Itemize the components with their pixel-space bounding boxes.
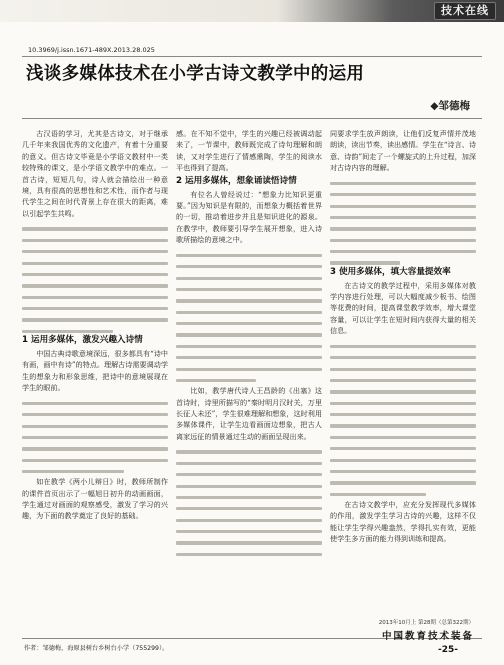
author-name: ◆邹德梅 xyxy=(430,100,470,112)
section-heading-1: 1 运用多媒体，激发兴趣入诗情 xyxy=(22,335,143,345)
journal-name: 中国教育技术装备 xyxy=(381,631,474,642)
section-heading-3: 3 使用多媒体，填大容量提效率 xyxy=(330,266,451,277)
body-text-lines xyxy=(176,254,322,382)
doi-text: 10.3969/j.issn.1671-489X.2013.28.025 xyxy=(28,46,155,54)
article-title: 浅谈多媒体技术在小学古诗文教学中的运用 xyxy=(26,64,365,84)
continued-paragraph: 同要求学生放声朗读，让他们反复声情并茂地朗读，读出节奏，读出感情。学生在“诗言、诗意、诗韵”间走了一个螺旋式的上升过程，加深对古诗内容的理解。 xyxy=(330,129,476,173)
text-column-3 xyxy=(330,128,476,664)
text-column-1 xyxy=(22,128,168,664)
section-2-paragraph: 有位名人曾经说过：“想象力比知识更重要。”因为知识是有限的，而想象力概括着世界的一切，推动着进步并且是知识进化的源泉。在教学中，教师要引导学生展开想象，进入诗歌所描绘的意境之中。 xyxy=(176,189,322,245)
column-tag: 技术在线 xyxy=(434,2,496,20)
issue-info: 2013年10月上 第28期（总第322期） xyxy=(378,620,474,626)
intro-paragraph: 古汉语的学习，尤其是古诗文，对于继承几千年来我国优秀的文化遗产，有着十分重要的意义。但古诗文毕竟是小学语文教材中一类较特殊的课文，是小学语文教学中的难点。一首古诗，短短几句，诗人就会描绘出一种意境，具有很高的思想性和艺术性，而作者与现代学生之间在时代背景上存在很大的距离，难以引起学生共鸣。 xyxy=(22,129,168,218)
body-text-lines xyxy=(330,182,476,265)
section-3-paragraph: 在古诗文的教学过程中，采用多媒体对教学内容进行处理，可以大幅度减少板书、绘图等花费的时间，提高课堂教学效率，增大课堂容量，可以让学生在短时间内获得大量的相关信息。 xyxy=(330,280,476,336)
conclusion-paragraph: 在古诗文教学中，应充分发挥现代多媒体的作用，激发学生学习古诗的兴趣，这样不仅能让学生学得兴趣盎然，学得扎实有效，更能使学生多方面的能力得到训练和提高。 xyxy=(330,499,476,544)
title-bottom-rule xyxy=(22,118,482,119)
body-text-lines xyxy=(22,402,168,473)
body-text-lines xyxy=(176,450,322,556)
header-band xyxy=(0,0,504,22)
section-1-paragraph-2: 如在教学《两小儿辩日》时，教师所制作的课件首页出示了一幅旭日初升的动画画面，学生通过对画面的观察感受，激发了学习的兴趣，为下面的教学奠定了良好的基础。 xyxy=(22,477,168,521)
text-column-2 xyxy=(176,128,322,664)
page-number: -25- xyxy=(438,645,458,655)
author-footnote: 作者：邹德梅，海原县树台乡树台小学（755299）。 xyxy=(24,645,169,652)
title-top-rule xyxy=(22,56,482,57)
section-heading-2: 2 运用多媒体，想象诵读悟诗情 xyxy=(176,175,297,186)
continued-paragraph: 感。在不知不觉中，学生的兴趣已经被调动起来了，一节课中，教师既完成了诗句理解和朗读，又对学生进行了情感熏陶，学生的阅读水平也得到了提高。 xyxy=(176,129,322,173)
section-2-paragraph-2: 比如，教学唐代诗人王昌龄的《出塞》这首诗时，诗里所描写的“秦时明月汉时关，万里长征人未还”，学生很难理解和想象，这时利用多媒体课件，让学生边看画面边想象，把古人离家远征的情景通过生动的画面呈现出来。 xyxy=(176,386,322,441)
body-text-lines xyxy=(22,227,168,333)
section-1-paragraph: 中国古典诗歌意境深远，很多都具有“诗中有画，画中有诗”的特点。理解古诗需要调动学生的想象力和形象思维，把诗中的意境展现在学生的眼前。 xyxy=(22,349,168,393)
body-text-lines xyxy=(330,345,476,496)
